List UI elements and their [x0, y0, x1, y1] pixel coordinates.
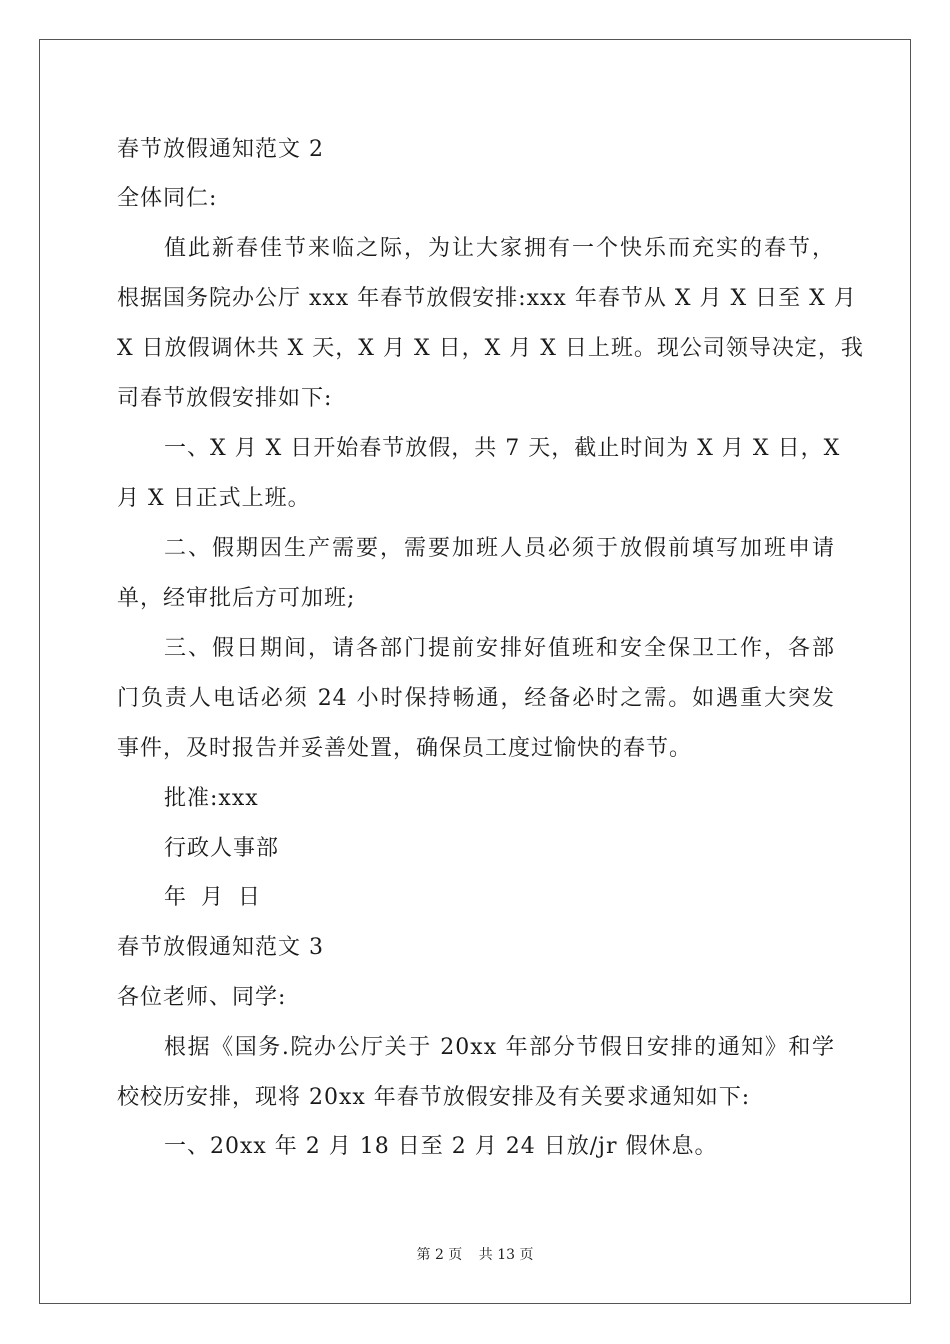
section2-item2-line: 单，经审批后方可加班; [117, 586, 356, 611]
section2-item1-line: 月 X 日正式上班。 [117, 486, 311, 511]
section2-salutation: 全体同仁: [117, 186, 218, 211]
date-line: 年 月 日 [164, 885, 261, 910]
section2-intro-line: 根据国务院办公厅 xxx 年春节放假安排:xxx 年春节从 X 月 X 日至 X 月 [117, 286, 857, 311]
page-number: 第 2 页 [416, 1247, 463, 1263]
page-border [39, 39, 911, 1304]
section2-item2-line: 二、假期因生产需要，需要加班人员必须于放假前填写加班申请 [164, 536, 835, 561]
department-line: 行政人事部 [164, 836, 280, 861]
section2-title: 春节放假通知范文 2 [117, 137, 324, 162]
page-footer [0, 1246, 950, 1264]
section2-item1-line: 一、X 月 X 日开始春节放假，共 7 天，截止时间为 X 月 X 日，X [164, 436, 841, 461]
section2-item3-line: 门负责人电话必须 24 小时保持畅通，经备必时之需。如遇重大突发 [117, 686, 835, 711]
section3-salutation: 各位老师、同学: [117, 985, 287, 1010]
section3-title: 春节放假通知范文 3 [117, 935, 324, 960]
section2-item3-line: 三、假日期间，请各部门提前安排好值班和安全保卫工作，各部 [164, 636, 835, 661]
section2-intro-line: 司春节放假安排如下: [117, 386, 333, 411]
section2-item3-line: 事件，及时报告并妥善处置，确保员工度过愉快的春节。 [117, 736, 693, 761]
section3-intro-line: 校校历安排，现将 20xx 年春节放假安排及有关要求通知如下: [117, 1085, 751, 1110]
section3-item1: 一、20xx 年 2 月 18 日至 2 月 24 日放/jr 假休息。 [164, 1134, 718, 1159]
page-total: 共 13 页 [478, 1247, 534, 1263]
approval-line: 批准:xxx [164, 786, 259, 811]
section2-intro-line: 值此新春佳节来临之际，为让大家拥有一个快乐而充实的春节， [164, 236, 835, 261]
section3-intro-line: 根据《国务.院办公厅关于 20xx 年部分节假日安排的通知》和学 [164, 1035, 835, 1060]
section2-intro-line: X 日放假调休共 X 天，X 月 X 日，X 月 X 日上班。现公司领导决定，我 [117, 336, 864, 361]
